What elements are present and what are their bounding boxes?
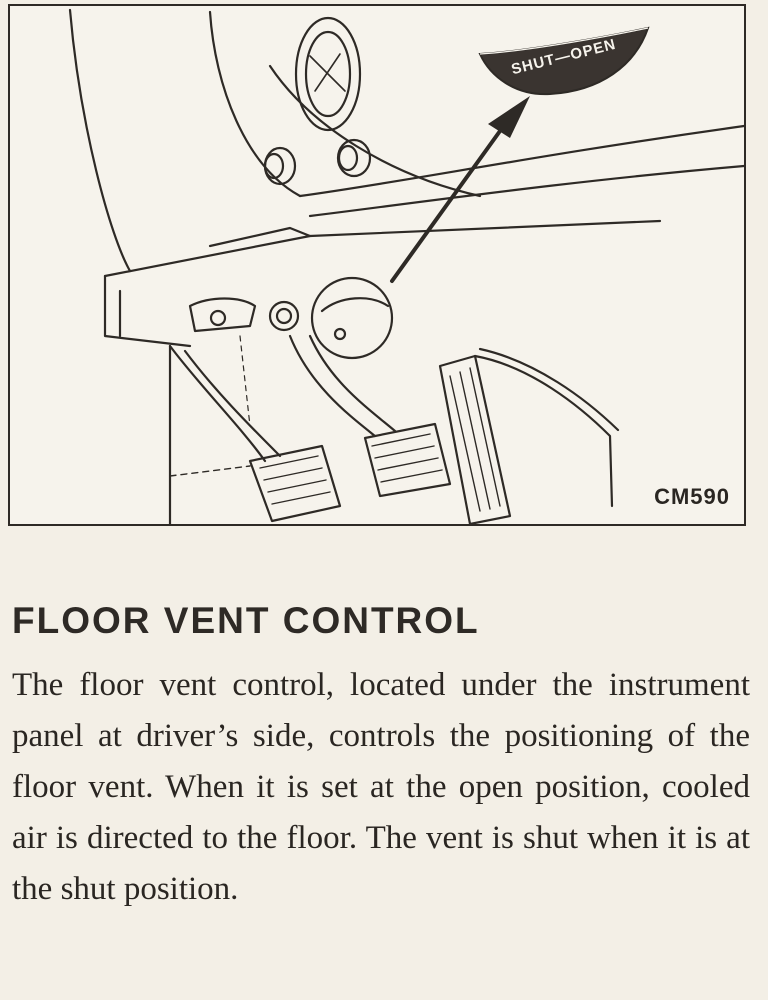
dial-label: SHUT—OPEN	[509, 35, 618, 79]
figure-illustration	[8, 4, 746, 526]
figure-code: CM590	[654, 484, 730, 509]
floor-vent-illustration	[10, 6, 744, 524]
section-title: FLOOR VENT CONTROL	[12, 600, 480, 641]
section-body: The floor vent control, located under the instrument panel at driver’s side, controls the positioning of the floor vent. When it is set at the open position, cooled air is directed to the floor. The vent is shut when it is at the shut position.	[12, 667, 750, 907]
